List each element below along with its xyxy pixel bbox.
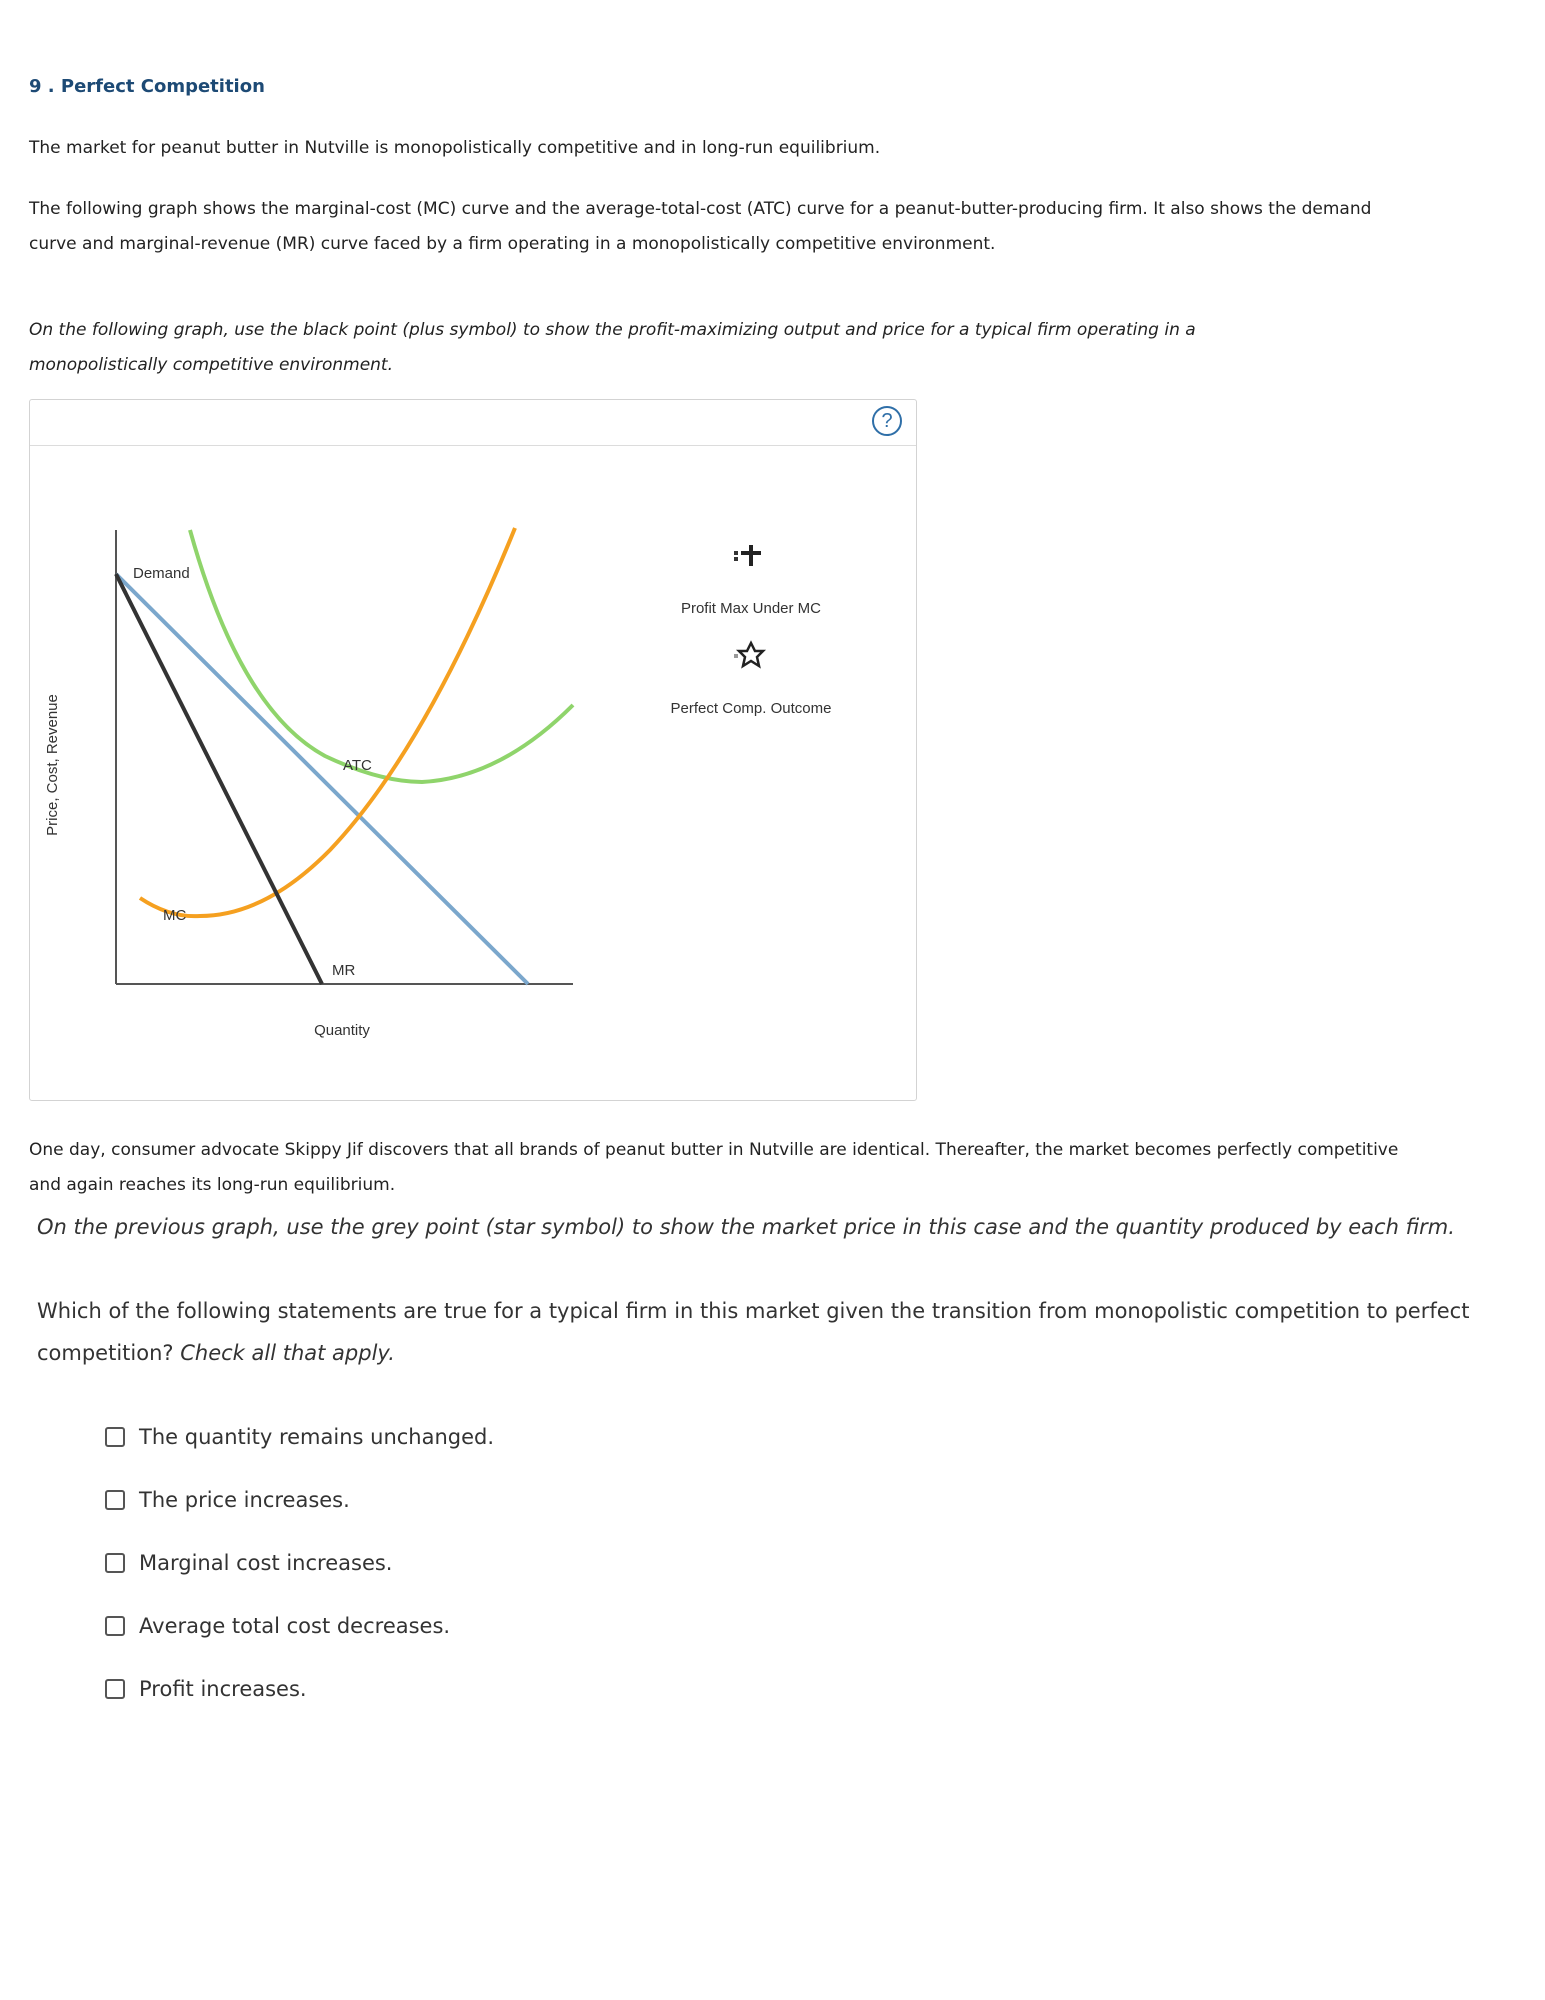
- atc-label: ATC: [343, 757, 372, 774]
- mc-curve: [140, 528, 515, 916]
- atc-curve: [190, 530, 573, 782]
- graph-canvas[interactable]: [30, 400, 918, 1102]
- option-profit-increases[interactable]: [105, 1657, 494, 1720]
- description-text: The following graph shows the marginal-cost (MC) curve and the average-total-cost (ATC) curve for a peanut-butter-producing firm. It also shows the demand curve and marginal-revenue (MR) curve faced by a firm operating in a monopolistically competitive environment.: [29, 199, 1372, 254]
- plus-tool[interactable]: [734, 545, 761, 566]
- plus-tool-dot: [734, 557, 738, 561]
- question-hint: Check all that apply.: [180, 1341, 395, 1365]
- star-icon: [739, 643, 763, 666]
- plus-tool-label: Profit Max Under MC: [680, 600, 822, 617]
- checkbox[interactable]: [105, 1490, 125, 1510]
- star-tool-label: Perfect Comp. Outcome: [670, 700, 832, 717]
- option-mc-increases[interactable]: [105, 1531, 494, 1594]
- graph-panel: [29, 399, 917, 1101]
- star-tool-dot: [734, 654, 738, 658]
- options-list: [105, 1405, 494, 1720]
- option-price-increases[interactable]: [105, 1468, 494, 1531]
- mr-curve: [116, 574, 322, 984]
- help-icon[interactable]: ?: [872, 406, 902, 436]
- y-axis-label: Price, Cost, Revenue: [44, 694, 61, 836]
- option-label: Average total cost decreases.: [139, 1613, 451, 1638]
- checkbox[interactable]: [105, 1553, 125, 1573]
- star-tool[interactable]: [734, 643, 763, 666]
- followup-instruction-text: On the previous graph, use the grey point (star symbol) to show the market price in this case and the quantity produced by each firm.: [37, 1215, 1455, 1239]
- question-title: 9 . Perfect Competition: [29, 76, 265, 97]
- demand-label: Demand: [133, 565, 190, 582]
- checkbox[interactable]: [105, 1427, 125, 1447]
- option-quantity-unchanged[interactable]: [105, 1405, 494, 1468]
- question-main: Which of the following statements are true for a typical firm in this market given the transition from monopolistic competition to perfect competition?: [37, 1299, 1470, 1365]
- mc-label: MC: [163, 907, 187, 924]
- checkbox[interactable]: [105, 1679, 125, 1699]
- mr-label: MR: [332, 962, 356, 979]
- scenario-text: One day, consumer advocate Skippy Jif discovers that all brands of peanut butter in Nutville are identical. Thereafter, the market becomes perfectly competitive and again reaches its long-run equilibrium.: [29, 1140, 1399, 1195]
- x-axis-label: Quantity: [314, 1022, 370, 1039]
- option-label: Profit increases.: [139, 1676, 307, 1701]
- option-atc-decreases[interactable]: [105, 1594, 494, 1657]
- option-label: The price increases.: [139, 1487, 350, 1512]
- plus-tool-dot: [734, 551, 738, 555]
- option-label: Marginal cost increases.: [139, 1550, 393, 1575]
- graph-instruction-text: On the following graph, use the black point (plus symbol) to show the profit-maximizing output and price for a typical firm operating in a monopolistically competitive environment.: [29, 320, 1196, 375]
- checkbox[interactable]: [105, 1616, 125, 1636]
- question-text: [37, 1290, 1497, 1374]
- option-label: The quantity remains unchanged.: [139, 1424, 495, 1449]
- intro-text: The market for peanut butter in Nutville is monopolistically competitive and in long-run equilibrium.: [29, 138, 881, 158]
